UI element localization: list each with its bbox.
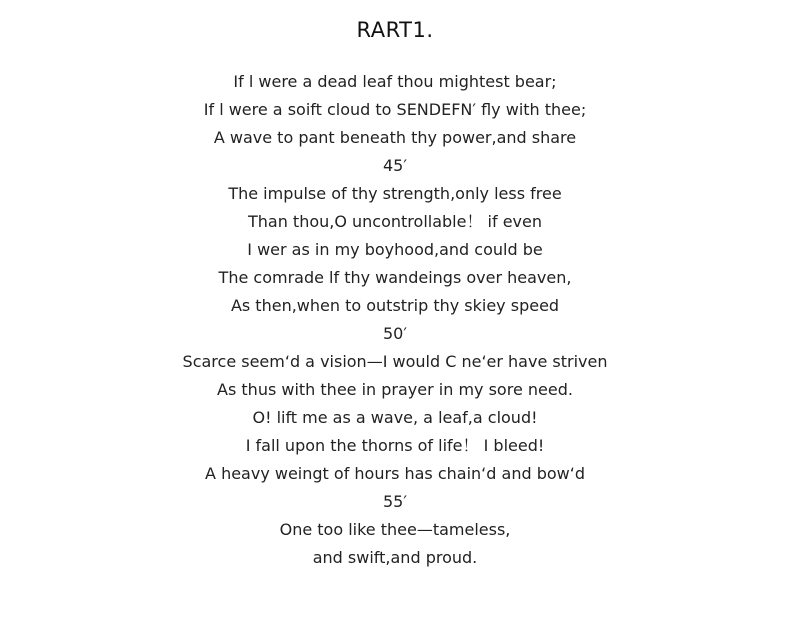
poem-line: I wer as in my boyhood,and could be [247, 240, 543, 259]
line-number: 45′ [383, 156, 407, 175]
line-number: 50′ [383, 324, 407, 343]
poem-line: A wave to pant beneath thy power,and share [213, 128, 577, 147]
poem-line: The impulse of thy strength,only less free [228, 184, 562, 203]
poem-line: If l were a dead leaf thou mightest bear; [233, 72, 557, 91]
line-number: 55′ [383, 492, 407, 511]
poem-line: and swift,and proud. [312, 548, 478, 567]
poem-line: A heavy weingt of hours has chain‘d and bow‘d [205, 464, 585, 483]
poem-line: As thus with thee in prayer in my sore need. [217, 380, 573, 399]
poem-line: I fall upon the thorns of life！ I bleed! [245, 436, 545, 455]
poem-line: If l were a soift cloud to SENDEFN′ fly with thee; [203, 100, 587, 119]
poem-line: The comrade lf thy wandeings over heaven, [218, 268, 572, 287]
poem-line: One too like thee—tameless, [279, 520, 511, 539]
poem-line: As then,when to outstrip thy skiey speed [230, 296, 560, 315]
page-title: RART1. [356, 18, 434, 42]
poem-line: O! lift me as a wave, a leaf,a cloud! [252, 408, 538, 427]
poem-body [0, 68, 790, 572]
poem-line: Than thou,O uncontrollable！ if even [247, 212, 543, 231]
poem-line: Scarce seem‘d a vision—I would C ne‘er have striven [182, 352, 608, 371]
